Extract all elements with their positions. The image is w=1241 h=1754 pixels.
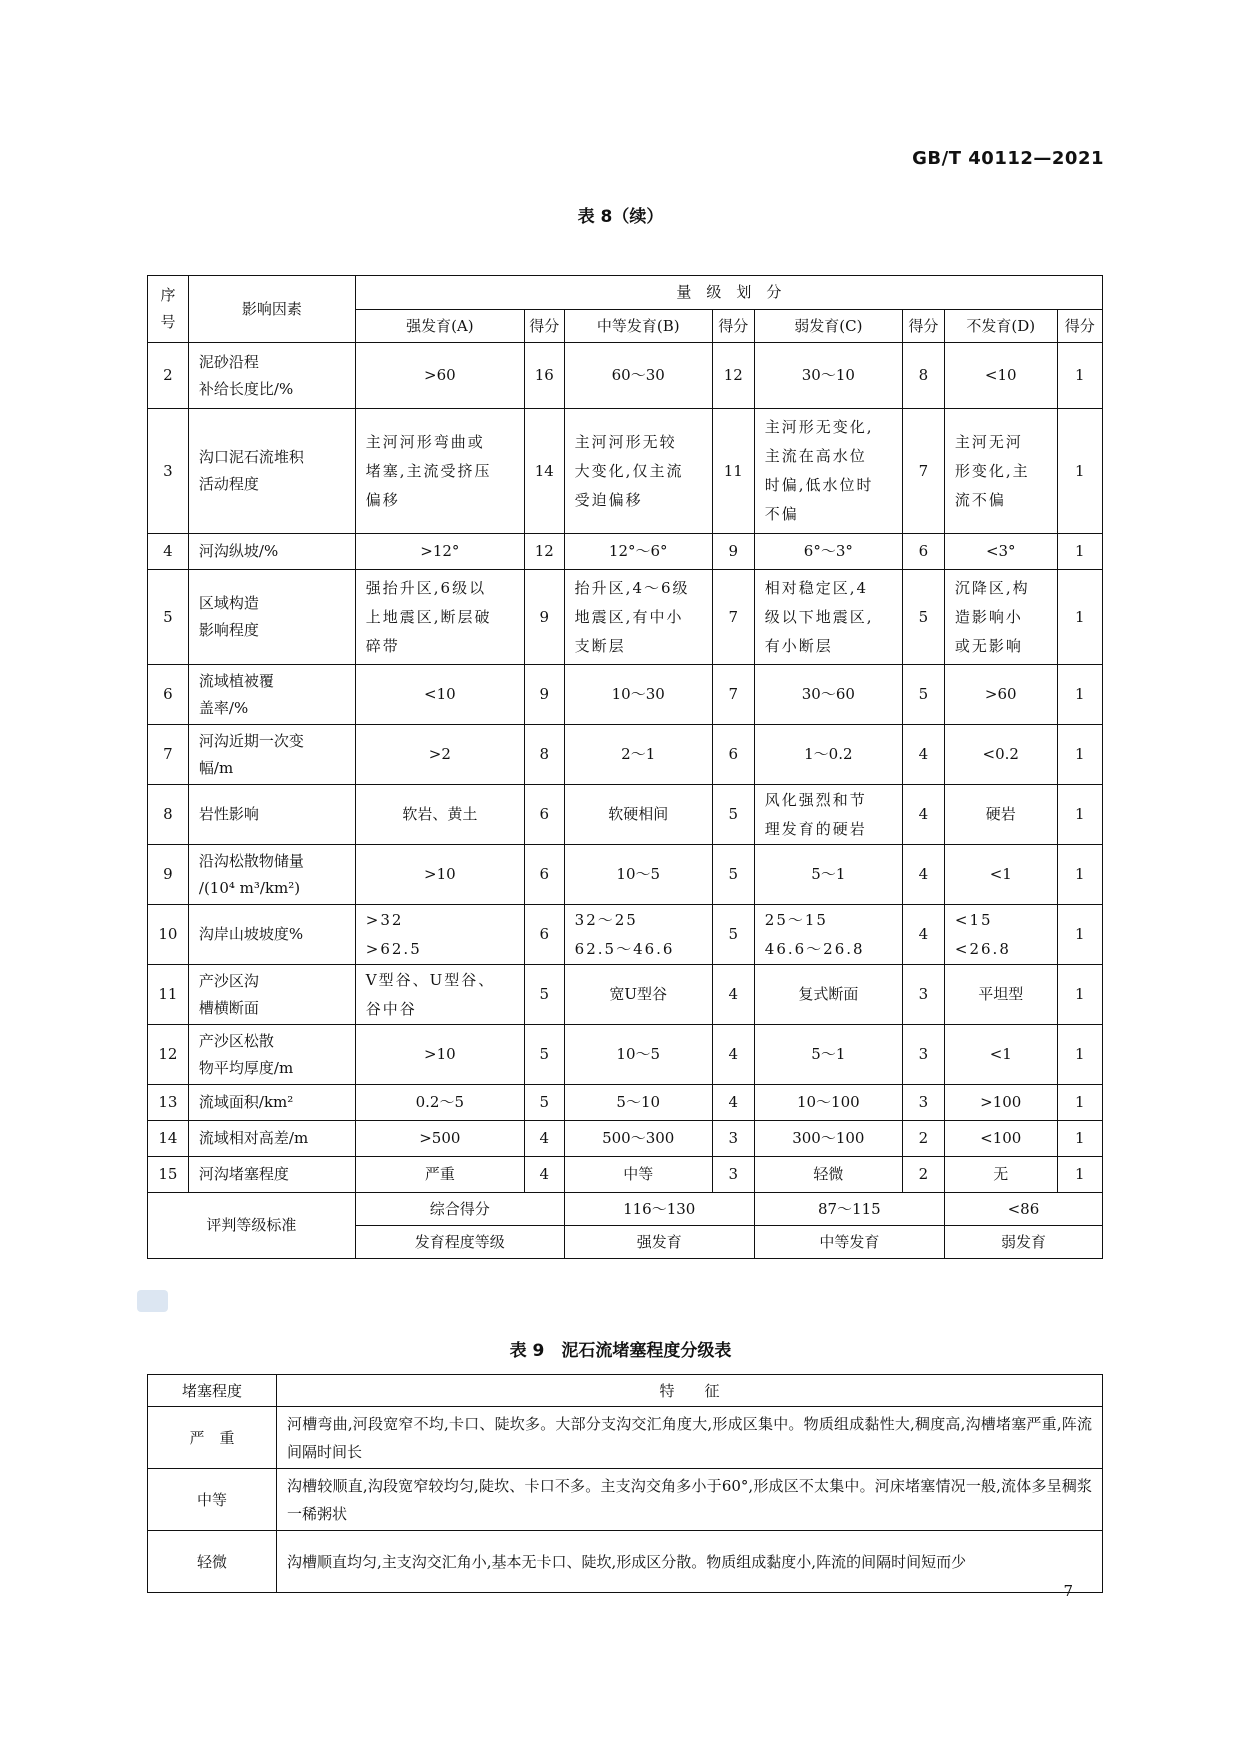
blockage-level: 严 重 xyxy=(148,1407,277,1469)
table9-header-level: 堵塞程度 xyxy=(148,1375,277,1407)
row-value-c: 10～100 xyxy=(754,1085,902,1121)
grading-level-b: 强发育 xyxy=(564,1226,754,1259)
row-no: 8 xyxy=(148,785,189,845)
row-score-d: 1 xyxy=(1057,785,1102,845)
row-score-c: 8 xyxy=(902,343,944,409)
header-group: 量 级 划 分 xyxy=(355,276,1102,310)
row-factor: 河沟堵塞程度 xyxy=(188,1157,355,1193)
row-score-d: 1 xyxy=(1057,1121,1102,1157)
row-score-b: 4 xyxy=(712,1085,754,1121)
row-value-c: 1～0.2 xyxy=(754,725,902,785)
row-score-c: 7 xyxy=(902,409,944,534)
row-value-d: <0.2 xyxy=(944,725,1057,785)
row-value-d: 主河无河 形变化,主 流不偏 xyxy=(944,409,1057,534)
table9-body xyxy=(148,1407,1103,1593)
blockage-level: 中等 xyxy=(148,1469,277,1531)
grading-score-d: <86 xyxy=(944,1193,1102,1226)
row-value-b: 10～5 xyxy=(564,845,712,905)
row-factor: 河沟纵坡/% xyxy=(188,534,355,570)
grading-score-label: 综合得分 xyxy=(355,1193,564,1226)
row-factor: 流域相对高差/m xyxy=(188,1121,355,1157)
row-score-c: 5 xyxy=(902,570,944,665)
table-row xyxy=(148,1469,1103,1531)
header-score-d: 得分 xyxy=(1057,310,1102,343)
row-value-c: 30～10 xyxy=(754,343,902,409)
blockage-feature: 沟槽较顺直,沟段宽窄较均匀,陡坎、卡口不多。主支沟交角多小于60°,形成区不太集中。河床堵塞情况一般,流体多呈稠浆一稀粥状 xyxy=(277,1469,1103,1531)
table8 xyxy=(147,275,1103,1259)
row-value-d: <1 xyxy=(944,1025,1057,1085)
header-score-c: 得分 xyxy=(902,310,944,343)
grading-score-c: 87～115 xyxy=(754,1193,944,1226)
row-no: 4 xyxy=(148,534,189,570)
table-row xyxy=(148,665,1103,725)
table-row xyxy=(148,845,1103,905)
grading-level-c: 中等发育 xyxy=(754,1226,944,1259)
row-value-b: 500～300 xyxy=(564,1121,712,1157)
row-value-b: 宽U型谷 xyxy=(564,965,712,1025)
row-value-c: 300～100 xyxy=(754,1121,902,1157)
table8-caption: 表 8（续） xyxy=(577,207,664,227)
row-value-b: 32～25 62.5～46.6 xyxy=(564,905,712,965)
row-score-a: 9 xyxy=(524,570,564,665)
row-score-d: 1 xyxy=(1057,343,1102,409)
row-score-b: 4 xyxy=(712,1025,754,1085)
row-score-d: 1 xyxy=(1057,1025,1102,1085)
row-value-a: >500 xyxy=(355,1121,524,1157)
row-score-a: 8 xyxy=(524,725,564,785)
row-factor: 岩性影响 xyxy=(188,785,355,845)
row-score-b: 5 xyxy=(712,905,754,965)
row-value-b: 5～10 xyxy=(564,1085,712,1121)
table-row xyxy=(148,409,1103,534)
header-no-text: 序 号 xyxy=(160,286,176,331)
row-score-b: 11 xyxy=(712,409,754,534)
row-value-c: 主河形无变化, 主流在高水位 时偏,低水位时 不偏 xyxy=(754,409,902,534)
watermark-icon xyxy=(137,1290,168,1312)
row-value-a: >2 xyxy=(355,725,524,785)
row-score-a: 5 xyxy=(524,965,564,1025)
blockage-feature: 沟槽顺直均匀,主支沟交汇角小,基本无卡口、陡坎,形成区分散。物质组成黏度小,阵流的间隔时间短而少 xyxy=(277,1531,1103,1593)
row-score-c: 4 xyxy=(902,785,944,845)
row-score-d: 1 xyxy=(1057,845,1102,905)
table-row xyxy=(148,570,1103,665)
row-value-a: >32 >62.5 xyxy=(355,905,524,965)
table9-caption: 表 9 泥石流堵塞程度分级表 xyxy=(509,1341,732,1361)
row-factor: 流域面积/km² xyxy=(188,1085,355,1121)
row-value-a: 主河河形弯曲或 堵塞,主流受挤压 偏移 xyxy=(355,409,524,534)
row-value-c: 复式断面 xyxy=(754,965,902,1025)
row-no: 9 xyxy=(148,845,189,905)
row-value-a: <10 xyxy=(355,665,524,725)
row-value-d: <15 <26.8 xyxy=(944,905,1057,965)
row-score-c: 5 xyxy=(902,665,944,725)
row-value-d: >100 xyxy=(944,1085,1057,1121)
row-value-a: >12° xyxy=(355,534,524,570)
table8-body xyxy=(148,343,1103,1193)
row-value-d: 无 xyxy=(944,1157,1057,1193)
row-score-c: 4 xyxy=(902,905,944,965)
row-value-b: 主河河形无较 大变化,仅主流 受迫偏移 xyxy=(564,409,712,534)
row-score-a: 6 xyxy=(524,905,564,965)
row-value-d: <1 xyxy=(944,845,1057,905)
row-value-b: 60～30 xyxy=(564,343,712,409)
row-score-b: 12 xyxy=(712,343,754,409)
row-score-d: 1 xyxy=(1057,534,1102,570)
row-score-c: 6 xyxy=(902,534,944,570)
row-score-b: 3 xyxy=(712,1121,754,1157)
row-value-b: 2～1 xyxy=(564,725,712,785)
row-score-a: 9 xyxy=(524,665,564,725)
row-value-b: 软硬相间 xyxy=(564,785,712,845)
row-value-d: 硬岩 xyxy=(944,785,1057,845)
row-factor: 沿沟松散物储量 /(10⁴ m³/km²) xyxy=(188,845,355,905)
header-score-a: 得分 xyxy=(524,310,564,343)
table-row xyxy=(148,725,1103,785)
table-row xyxy=(148,343,1103,409)
table-row xyxy=(148,1085,1103,1121)
row-factor: 流域植被覆 盖率/% xyxy=(188,665,355,725)
table-row xyxy=(148,1157,1103,1193)
row-score-d: 1 xyxy=(1057,725,1102,785)
row-value-d: <3° xyxy=(944,534,1057,570)
row-score-c: 2 xyxy=(902,1121,944,1157)
row-score-a: 16 xyxy=(524,343,564,409)
table-row xyxy=(148,1121,1103,1157)
row-score-d: 1 xyxy=(1057,409,1102,534)
row-score-c: 3 xyxy=(902,965,944,1025)
row-value-a: >60 xyxy=(355,343,524,409)
row-score-b: 5 xyxy=(712,785,754,845)
row-value-c: 5～1 xyxy=(754,1025,902,1085)
table-row xyxy=(148,1531,1103,1593)
row-value-b: 12°～6° xyxy=(564,534,712,570)
row-score-a: 4 xyxy=(524,1157,564,1193)
header-no xyxy=(148,276,189,343)
header-d: 不发育(D) xyxy=(944,310,1057,343)
row-score-a: 6 xyxy=(524,785,564,845)
row-value-b: 10～5 xyxy=(564,1025,712,1085)
row-no: 7 xyxy=(148,725,189,785)
row-score-a: 6 xyxy=(524,845,564,905)
header-score-b: 得分 xyxy=(712,310,754,343)
table-row xyxy=(148,905,1103,965)
table-row xyxy=(148,1025,1103,1085)
row-value-c: 相对稳定区,4 级以下地震区, 有小断层 xyxy=(754,570,902,665)
row-score-b: 7 xyxy=(712,665,754,725)
row-score-d: 1 xyxy=(1057,570,1102,665)
row-factor: 沟口泥石流堆积 活动程度 xyxy=(188,409,355,534)
row-score-c: 2 xyxy=(902,1157,944,1193)
row-value-d: <100 xyxy=(944,1121,1057,1157)
row-score-d: 1 xyxy=(1057,1157,1102,1193)
row-no: 11 xyxy=(148,965,189,1025)
row-factor: 区域构造 影响程度 xyxy=(188,570,355,665)
row-no: 15 xyxy=(148,1157,189,1193)
row-score-a: 5 xyxy=(524,1025,564,1085)
row-value-a: 0.2～5 xyxy=(355,1085,524,1121)
table9 xyxy=(147,1374,1103,1593)
table9-header-feature: 特 征 xyxy=(277,1375,1103,1407)
row-no: 10 xyxy=(148,905,189,965)
row-factor: 产沙区沟 槽横断面 xyxy=(188,965,355,1025)
row-factor: 河沟近期一次变 幅/m xyxy=(188,725,355,785)
header-c: 弱发育(C) xyxy=(754,310,902,343)
header-b: 中等发育(B) xyxy=(564,310,712,343)
row-score-b: 6 xyxy=(712,725,754,785)
row-no: 2 xyxy=(148,343,189,409)
document-code: GB/T 40112—2021 xyxy=(912,148,1104,169)
row-no: 13 xyxy=(148,1085,189,1121)
grading-score-b: 116～130 xyxy=(564,1193,754,1226)
row-score-d: 1 xyxy=(1057,905,1102,965)
blockage-level: 轻微 xyxy=(148,1531,277,1593)
row-score-b: 7 xyxy=(712,570,754,665)
table-row xyxy=(148,534,1103,570)
row-value-d: >60 xyxy=(944,665,1057,725)
row-factor: 沟岸山坡坡度% xyxy=(188,905,355,965)
row-no: 3 xyxy=(148,409,189,534)
row-factor: 产沙区松散 物平均厚度/m xyxy=(188,1025,355,1085)
row-score-d: 1 xyxy=(1057,1085,1102,1121)
row-score-a: 4 xyxy=(524,1121,564,1157)
row-factor: 泥砂沿程 补给长度比/% xyxy=(188,343,355,409)
row-score-b: 9 xyxy=(712,534,754,570)
row-score-a: 5 xyxy=(524,1085,564,1121)
grading-level-d: 弱发育 xyxy=(944,1226,1102,1259)
row-value-c: 30～60 xyxy=(754,665,902,725)
row-score-d: 1 xyxy=(1057,665,1102,725)
grading-level-label: 发育程度等级 xyxy=(355,1226,564,1259)
row-value-b: 抬升区,4～6级 地震区,有中小 支断层 xyxy=(564,570,712,665)
table-row xyxy=(148,1407,1103,1469)
row-value-a: >10 xyxy=(355,1025,524,1085)
row-value-c: 风化强烈和节 理发育的硬岩 xyxy=(754,785,902,845)
row-value-a: >10 xyxy=(355,845,524,905)
row-value-d: <10 xyxy=(944,343,1057,409)
row-score-a: 12 xyxy=(524,534,564,570)
row-score-b: 4 xyxy=(712,965,754,1025)
row-value-b: 10～30 xyxy=(564,665,712,725)
row-value-a: 软岩、黄土 xyxy=(355,785,524,845)
row-value-b: 中等 xyxy=(564,1157,712,1193)
row-value-c: 25～15 46.6～26.8 xyxy=(754,905,902,965)
header-factor: 影响因素 xyxy=(188,276,355,343)
row-value-a: V型谷、U型谷、 谷中谷 xyxy=(355,965,524,1025)
row-no: 5 xyxy=(148,570,189,665)
row-no: 6 xyxy=(148,665,189,725)
row-score-a: 14 xyxy=(524,409,564,534)
blockage-feature: 河槽弯曲,河段宽窄不均,卡口、陡坎多。大部分支沟交汇角度大,形成区集中。物质组成黏性大,稠度高,沟槽堵塞严重,阵流间隔时间长 xyxy=(277,1407,1103,1469)
row-value-c: 6°～3° xyxy=(754,534,902,570)
row-score-c: 4 xyxy=(902,845,944,905)
row-value-c: 轻微 xyxy=(754,1157,902,1193)
table-row xyxy=(148,965,1103,1025)
grading-label: 评判等级标准 xyxy=(148,1193,356,1259)
row-score-c: 3 xyxy=(902,1025,944,1085)
row-value-c: 5～1 xyxy=(754,845,902,905)
row-score-b: 3 xyxy=(712,1157,754,1193)
row-no: 12 xyxy=(148,1025,189,1085)
row-no: 14 xyxy=(148,1121,189,1157)
row-value-d: 平坦型 xyxy=(944,965,1057,1025)
row-score-c: 4 xyxy=(902,725,944,785)
table-row xyxy=(148,785,1103,845)
page-number: 7 xyxy=(1063,1582,1073,1600)
row-value-d: 沉降区,构 造影响小 或无影响 xyxy=(944,570,1057,665)
header-a: 强发育(A) xyxy=(355,310,524,343)
row-score-d: 1 xyxy=(1057,965,1102,1025)
row-score-b: 5 xyxy=(712,845,754,905)
row-value-a: 强抬升区,6级以 上地震区,断层破 碎带 xyxy=(355,570,524,665)
row-value-a: 严重 xyxy=(355,1157,524,1193)
row-score-c: 3 xyxy=(902,1085,944,1121)
